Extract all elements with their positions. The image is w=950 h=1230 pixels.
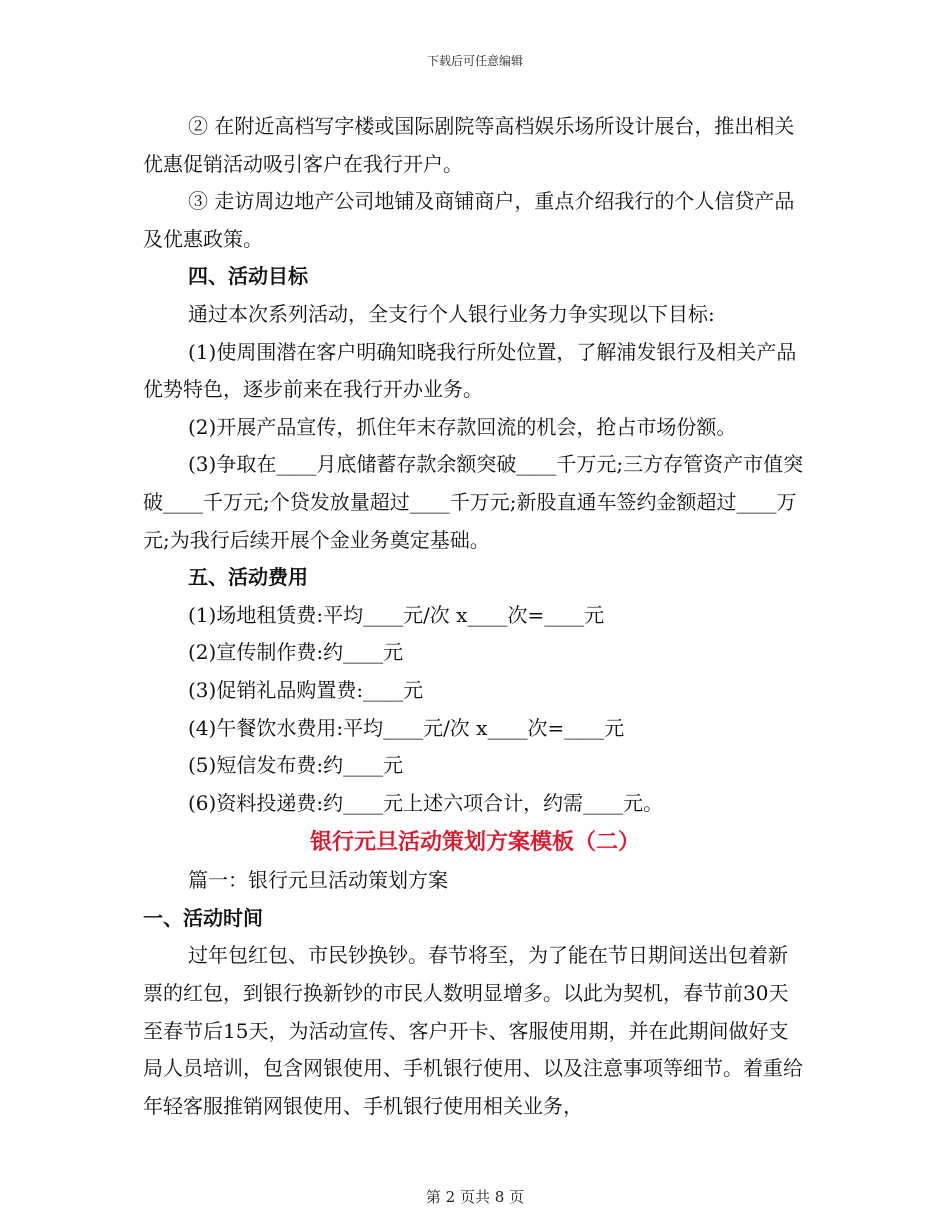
cost-item: (6)资料投递费:约____元上述六项合计，约需____元。	[188, 790, 664, 815]
document-body	[143, 108, 807, 1125]
page-header: 下载后可任意编辑	[426, 54, 523, 68]
paragraph-item-2: ② 在附近高档写字楼或国际剧院等高档娱乐场所设计展台，推出相关优惠促销活动吸引客户在我行开户。	[143, 114, 795, 176]
article-subtitle: 篇一：银行元旦活动策划方案	[188, 868, 448, 893]
cost-item: (2)宣传制作费:约____元	[188, 640, 404, 665]
cost-item: (4)午餐饮水费用:平均____元/次 x____次=____元	[188, 715, 625, 740]
section-heading-goals: 四、活动目标	[188, 264, 308, 289]
cost-item: (3)促销礼品购置费:____元	[188, 677, 424, 702]
section-heading-costs: 五、活动费用	[188, 565, 308, 590]
goal-item: (3)争取在____月底储蓄存款余额突破____千万元;三方存管资产市值突破____千万元;个贷发放量超过____千万元;新股直通车签约金额超过____万元;为我行后续开展个金业务奠定基础。	[143, 452, 804, 552]
section-heading-time: 一、活动时间	[143, 905, 263, 930]
paragraph-item-3: ③ 走访周边地产公司地铺及商铺商户，重点介绍我行的个人信贷产品及优惠政策。	[143, 189, 795, 251]
goal-item: (2)开展产品宣传，抓住年末存款回流的机会，抢占市场份额。	[188, 414, 737, 439]
document-title: 银行元旦活动策划方案模板（二）	[309, 829, 640, 856]
goal-item: (1)使周围潜在客户明确知晓我行所处位置，了解浦发银行及相关产品优势特色，逐步前来在我行开办业务。	[143, 339, 797, 402]
goals-intro: 通过本次系列活动，全支行个人银行业务力争实现以下目标:	[188, 301, 715, 326]
cost-item: (5)短信发布费:约____元	[188, 753, 404, 778]
page-footer: 第 2 页共 8 页	[425, 1188, 525, 1206]
cost-item: (1)场地租赁费:平均____元/次 x____次=____元	[188, 602, 605, 627]
article-body: 过年包红包、市民钞换钞。春节将至，为了能在节日期间送出包着新票的红包，到银行换新钞的市民人数明显增多。以此为契机，春节前30天至春节后15天，为活动宣传、客户开卡、客服使用期，并在此期间做好支局人员培训，包含网银使用、手机银行使用、以及注意事项等细节。着重给年轻客服推销网银使用、手机银行使用相关业务，	[143, 943, 803, 1118]
